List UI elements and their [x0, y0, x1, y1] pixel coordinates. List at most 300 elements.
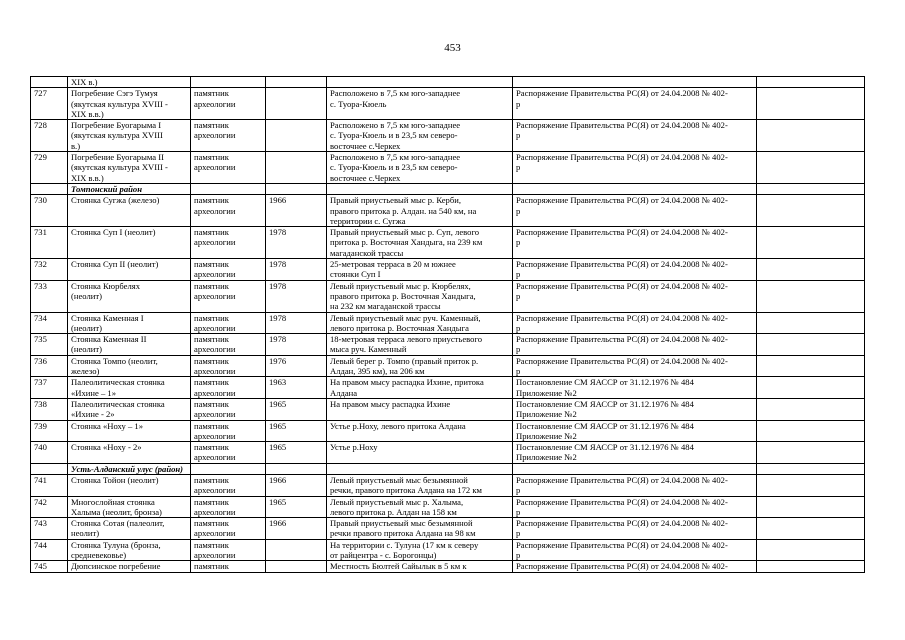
cell-location [327, 120, 513, 152]
cell-document [513, 183, 757, 194]
cell-extra [757, 420, 865, 442]
cell-extra [757, 496, 865, 518]
cell-extra [757, 334, 865, 356]
cell-document [513, 355, 757, 377]
cell-name [68, 398, 191, 420]
location-line: с. Туора-Кюель [330, 98, 387, 109]
cell-name [68, 377, 191, 399]
location-line: от райцентра - с. Борогонцы) [330, 550, 437, 561]
table-row [31, 77, 865, 88]
table-row [31, 539, 865, 561]
cell-document [513, 420, 757, 442]
cell-name [68, 518, 191, 540]
cell-document [513, 195, 757, 227]
cell-year: 1966 [266, 195, 327, 227]
cell-document [513, 227, 757, 259]
location-line: с. Туора-Кюель и в 23,5 км северо- [330, 130, 458, 141]
name-line: XIX в.) [71, 77, 98, 87]
location-line: Левый берег р. Томпо (правый приток р. [330, 355, 479, 366]
cell-year: 1978 [266, 334, 327, 356]
document-line: Распоряжение Правительства РС(Я) от 24.04.2008 № 402- [516, 518, 728, 529]
location-line: Местность Бюлтей Сайылык в 5 км к [330, 561, 467, 572]
cell-document [513, 463, 757, 474]
cell-year [266, 561, 327, 572]
document-line: Распоряжение Правительства РС(Я) от 24.04.2008 № 402- [516, 88, 728, 99]
cell-type [191, 152, 266, 184]
cell-location [327, 88, 513, 120]
name-line: XIX в.в.) [71, 172, 104, 183]
cell-extra [757, 280, 865, 312]
cell-document [513, 259, 757, 281]
cell-location [327, 463, 513, 474]
table-row [31, 152, 865, 184]
cell-type [191, 227, 266, 259]
cell-extra [757, 539, 865, 561]
cell-location [327, 442, 513, 464]
type-line: археологии [194, 366, 236, 377]
cell-location [327, 183, 513, 194]
name-line: Многослойная стоянка [71, 496, 155, 507]
name-line: (неолит) [71, 322, 102, 333]
name-line: «Ихине – 1» [71, 387, 116, 398]
type-line: памятник [194, 120, 229, 131]
type-line: археологии [194, 269, 236, 280]
document-line: Распоряжение Правительства РС(Я) от 24.04.2008 № 402- [516, 561, 728, 572]
cell-extra [757, 561, 865, 572]
location-line: стоянки Суп I [330, 269, 381, 280]
cell-year: 1965 [266, 420, 327, 442]
cell-location [327, 334, 513, 356]
cell-year: 1966 [266, 474, 327, 496]
location-line: восточнее с.Черкех [330, 140, 401, 151]
location-line: Алдан, 395 км), на 206 км [330, 366, 425, 377]
name-line: Погребение Буогарыма I [71, 120, 162, 131]
name-line: Дюпсинское погребение [71, 561, 161, 572]
cell-year: 1978 [266, 259, 327, 281]
location-line: Правый приустьевый мыс р. Керби, [330, 195, 461, 206]
type-line: археологии [194, 290, 236, 301]
cell-extra [757, 442, 865, 464]
table-row [31, 398, 865, 420]
name-line: в.) [71, 140, 81, 151]
location-line: правого притока р. Алдан. на 540 км, на [330, 205, 477, 216]
cell-num: 732 [31, 259, 68, 281]
cell-year: 1978 [266, 227, 327, 259]
location-line: восточнее с.Черкех [330, 172, 401, 183]
type-line: памятник [194, 259, 229, 270]
cell-num: 728 [31, 120, 68, 152]
cell-extra [757, 518, 865, 540]
cell-num: 733 [31, 280, 68, 312]
cell-location [327, 474, 513, 496]
type-line: памятник [194, 88, 229, 99]
table-row [31, 259, 865, 281]
cell-num: 739 [31, 420, 68, 442]
cell-year: 1966 [266, 518, 327, 540]
document-line: р [516, 130, 521, 141]
table-row [31, 312, 865, 334]
cell-extra [757, 377, 865, 399]
cell-num: 744 [31, 539, 68, 561]
location-line: мыса руч. Каменный [330, 344, 407, 355]
cell-num: 745 [31, 561, 68, 572]
cell-name [68, 442, 191, 464]
name-line: (неолит) [71, 290, 102, 301]
type-line: памятник [194, 280, 229, 291]
cell-extra [757, 183, 865, 194]
name-line: Палеолитическая стоянка [71, 377, 165, 388]
cell-type [191, 377, 266, 399]
document-line: р [516, 344, 521, 355]
cell-location [327, 259, 513, 281]
cell-location [327, 152, 513, 184]
document-line: Постановление СМ ЯАССР от 31.12.1976 № 484 [516, 398, 694, 409]
table-row [31, 377, 865, 399]
table-row [31, 518, 865, 540]
cell-document [513, 518, 757, 540]
type-line: памятник [194, 195, 229, 206]
document-line: р [516, 506, 521, 517]
name-line: Халыма (неолит, бронза) [71, 506, 162, 517]
document-line: Распоряжение Правительства РС(Я) от 24.04.2008 № 402- [516, 195, 728, 206]
cell-extra [757, 152, 865, 184]
cell-document [513, 442, 757, 464]
cell-document [513, 474, 757, 496]
name-line: (якутская культура XVIII [71, 130, 163, 141]
name-line: Стоянка Сотая (палеолит, [71, 518, 165, 529]
location-line: Левый приустьевый мыс р. Кюрбелях, [330, 280, 471, 291]
type-line: памятник [194, 398, 229, 409]
cell-type [191, 355, 266, 377]
type-line: памятник [194, 561, 229, 572]
location-line: притока р. Восточная Хандыга, на 239 км [330, 237, 483, 248]
table-row [31, 561, 865, 572]
cell-extra [757, 259, 865, 281]
type-line: археологии [194, 98, 236, 109]
cell-year [266, 120, 327, 152]
table-row [31, 88, 865, 120]
location-line: Расположено в 7,5 км юго-западнее [330, 120, 461, 131]
document-line: Распоряжение Правительства РС(Я) от 24.04.2008 № 402- [516, 355, 728, 366]
document-line: Распоряжение Правительства РС(Я) от 24.04.2008 № 402- [516, 496, 728, 507]
cell-num: 734 [31, 312, 68, 334]
document-line: Распоряжение Правительства РС(Я) от 24.04.2008 № 402- [516, 120, 728, 131]
type-line: памятник [194, 152, 229, 163]
cell-document [513, 334, 757, 356]
location-line: На правом мысу распадка Ихине [330, 398, 451, 409]
table-row [31, 120, 865, 152]
name-line: Стоянка Сугжа (железо) [71, 195, 160, 206]
cell-name [68, 539, 191, 561]
document-line: Постановление СМ ЯАССР от 31.12.1976 № 484 [516, 377, 694, 388]
type-line: археологии [194, 205, 236, 216]
location-line: территории с. Сугжа [330, 215, 406, 226]
document-line: р [516, 322, 521, 333]
document-line: Распоряжение Правительства РС(Я) от 24.04.2008 № 402- [516, 259, 728, 270]
location-line: на 232 км магаданской трассы [330, 301, 441, 312]
cell-num: 730 [31, 195, 68, 227]
cell-name [68, 120, 191, 152]
cell-document [513, 88, 757, 120]
type-line: археологии [194, 344, 236, 355]
cell-location [327, 518, 513, 540]
cell-year: 1963 [266, 377, 327, 399]
cell-location [327, 227, 513, 259]
name-line: Стоянка «Ноху - 2» [71, 442, 142, 453]
location-line: магаданской трассы [330, 247, 404, 258]
cell-type [191, 195, 266, 227]
cell-num: 740 [31, 442, 68, 464]
cell-location [327, 539, 513, 561]
location-line: Алдана [330, 387, 358, 398]
cell-document [513, 312, 757, 334]
cell-extra [757, 474, 865, 496]
cell-name [68, 474, 191, 496]
name-line: «Ихине - 2» [71, 409, 115, 420]
cell-year: 1976 [266, 355, 327, 377]
document-line: Приложение №2 [516, 452, 577, 463]
cell-name [68, 152, 191, 184]
cell-extra [757, 398, 865, 420]
name-line: Усть-Алданский улус (район) [71, 463, 184, 474]
cell-name [68, 463, 191, 474]
cell-name [68, 334, 191, 356]
document-line: Распоряжение Правительства РС(Я) от 24.04.2008 № 402- [516, 539, 728, 550]
document-line: р [516, 550, 521, 561]
cell-name [68, 312, 191, 334]
cell-document [513, 120, 757, 152]
cell-name [68, 259, 191, 281]
cell-name [68, 355, 191, 377]
cell-year [266, 152, 327, 184]
cell-type [191, 398, 266, 420]
cell-year: 1965 [266, 398, 327, 420]
document-line: р [516, 98, 521, 109]
name-line: Стоянка Кюрбелях [71, 280, 141, 291]
cell-type [191, 474, 266, 496]
cell-location [327, 77, 513, 88]
table-row [31, 442, 865, 464]
cell-num [31, 463, 68, 474]
cell-name [68, 227, 191, 259]
document-line: Приложение №2 [516, 387, 577, 398]
cell-location [327, 420, 513, 442]
cell-type [191, 496, 266, 518]
location-line: речки правого притока Алдана на 98 км [330, 528, 476, 539]
cell-type [191, 259, 266, 281]
type-line: памятник [194, 420, 229, 431]
cell-name [68, 420, 191, 442]
cell-document [513, 539, 757, 561]
document-line: р [516, 290, 521, 301]
document-line: р [516, 237, 521, 248]
type-line: археологии [194, 485, 236, 496]
type-line: археологии [194, 528, 236, 539]
cell-year: 1965 [266, 442, 327, 464]
document-line: р [516, 485, 521, 496]
type-line: археологии [194, 237, 236, 248]
cell-num: 736 [31, 355, 68, 377]
cell-year [266, 88, 327, 120]
document-line: р [516, 366, 521, 377]
document-line: р [516, 528, 521, 539]
cell-document [513, 77, 757, 88]
table-row [31, 280, 865, 312]
document-line: Распоряжение Правительства РС(Я) от 24.04.2008 № 402- [516, 474, 728, 485]
cell-type [191, 518, 266, 540]
type-line: археологии [194, 130, 236, 141]
cell-location [327, 312, 513, 334]
type-line: памятник [194, 474, 229, 485]
type-line: памятник [194, 355, 229, 366]
location-line: левого притока р. Восточная Хандыга [330, 322, 469, 333]
cell-location [327, 496, 513, 518]
cell-name [68, 561, 191, 572]
name-line: Стоянка Каменная II [71, 334, 147, 345]
location-line: Левый приустьевый мыс р. Халыма, [330, 496, 464, 507]
table-row [31, 195, 865, 227]
document-line: Распоряжение Правительства РС(Я) от 24.04.2008 № 402- [516, 312, 728, 323]
cell-location [327, 280, 513, 312]
document-line: Постановление СМ ЯАССР от 31.12.1976 № 484 [516, 420, 694, 431]
type-line: памятник [194, 312, 229, 323]
name-line: железо) [71, 366, 100, 377]
name-line: Палеолитическая стоянка [71, 398, 165, 409]
cell-type [191, 420, 266, 442]
cell-year [266, 463, 327, 474]
name-line: XIX в.в.) [71, 108, 104, 119]
cell-name [68, 280, 191, 312]
location-line: Устье р.Ноху, левого притока Алдана [330, 420, 466, 431]
cell-year [266, 77, 327, 88]
cell-num: 742 [31, 496, 68, 518]
name-line: Стоянка Тойон (неолит) [71, 474, 159, 485]
name-line: Стоянка Суп II (неолит) [71, 259, 159, 270]
cell-type [191, 561, 266, 572]
type-line: археологии [194, 430, 236, 441]
cell-year [266, 539, 327, 561]
cell-extra [757, 463, 865, 474]
name-line: Стоянка Тулуна (бронза, [71, 539, 161, 550]
cell-type [191, 77, 266, 88]
cell-location [327, 561, 513, 572]
type-line: археологии [194, 387, 236, 398]
cell-year [266, 183, 327, 194]
location-line: Расположено в 7,5 км юго-западнее [330, 152, 461, 163]
cell-extra [757, 120, 865, 152]
type-line: археологии [194, 409, 236, 420]
cell-extra [757, 355, 865, 377]
cell-name [68, 77, 191, 88]
table-row [31, 355, 865, 377]
location-line: Правый приустьевый мыс р. Суп, левого [330, 227, 480, 238]
cell-type [191, 334, 266, 356]
cell-num: 741 [31, 474, 68, 496]
cell-year: 1965 [266, 496, 327, 518]
cell-year: 1978 [266, 312, 327, 334]
document-line: Распоряжение Правительства РС(Я) от 24.04.2008 № 402- [516, 152, 728, 163]
name-line: (якутская культура XVIII - [71, 98, 168, 109]
table-row [31, 227, 865, 259]
type-line: археологии [194, 322, 236, 333]
cell-num [31, 183, 68, 194]
cell-num: 737 [31, 377, 68, 399]
cell-extra [757, 312, 865, 334]
cell-document [513, 152, 757, 184]
cell-document [513, 561, 757, 572]
table-row [31, 474, 865, 496]
type-line: памятник [194, 227, 229, 238]
cell-document [513, 398, 757, 420]
type-line: археологии [194, 550, 236, 561]
name-line: Погребение Буогарыма II [71, 152, 164, 163]
cell-type [191, 120, 266, 152]
table-row [31, 334, 865, 356]
cell-type [191, 280, 266, 312]
type-line: археологии [194, 452, 236, 463]
name-line: неолит) [71, 528, 100, 539]
cell-num: 727 [31, 88, 68, 120]
type-line: археологии [194, 506, 236, 517]
location-line: с. Туора-Кюель и в 23,5 км северо- [330, 162, 458, 173]
monuments-table-body [31, 77, 865, 573]
document-line: Распоряжение Правительства РС(Я) от 24.04.2008 № 402- [516, 227, 728, 238]
document-line: р [516, 162, 521, 173]
location-line: Левый приустьевый мыс руч. Каменный, [330, 312, 481, 323]
cell-extra [757, 227, 865, 259]
cell-name [68, 195, 191, 227]
cell-year: 1978 [266, 280, 327, 312]
location-line: речки, правого притока Алдана на 172 км [330, 485, 482, 496]
type-line: памятник [194, 334, 229, 345]
cell-type [191, 312, 266, 334]
cell-location [327, 195, 513, 227]
document-line: Приложение №2 [516, 409, 577, 420]
location-line: Устье р.Ноху [330, 442, 378, 453]
cell-num: 738 [31, 398, 68, 420]
cell-type [191, 539, 266, 561]
cell-name [68, 496, 191, 518]
location-line: правого притока р. Восточная Хандыга, [330, 290, 476, 301]
document-line: Постановление СМ ЯАССР от 31.12.1976 № 484 [516, 442, 694, 453]
name-line: (неолит) [71, 344, 102, 355]
document-line: Приложение №2 [516, 430, 577, 441]
document-line: р [516, 269, 521, 280]
cell-extra [757, 195, 865, 227]
cell-num: 743 [31, 518, 68, 540]
cell-extra [757, 88, 865, 120]
cell-type [191, 442, 266, 464]
cell-document [513, 280, 757, 312]
name-line: Томпонский район [71, 183, 142, 194]
name-line: (якутская культура XVIII - [71, 162, 168, 173]
location-line: 18-метровая терраса левого приустьевого [330, 334, 483, 345]
district-header-row [31, 183, 865, 194]
cell-num: 729 [31, 152, 68, 184]
cell-document [513, 377, 757, 399]
cell-num: 731 [31, 227, 68, 259]
cell-num: 735 [31, 334, 68, 356]
cell-type [191, 183, 266, 194]
name-line: Стоянка Каменная I [71, 312, 144, 323]
type-line: памятник [194, 518, 229, 529]
location-line: 25-метровая терраса в 20 м южнее [330, 259, 456, 270]
page-number: 453 [444, 42, 461, 54]
cell-extra [757, 77, 865, 88]
document-line: Распоряжение Правительства РС(Я) от 24.04.2008 № 402- [516, 334, 728, 345]
type-line: памятник [194, 496, 229, 507]
cell-location [327, 398, 513, 420]
